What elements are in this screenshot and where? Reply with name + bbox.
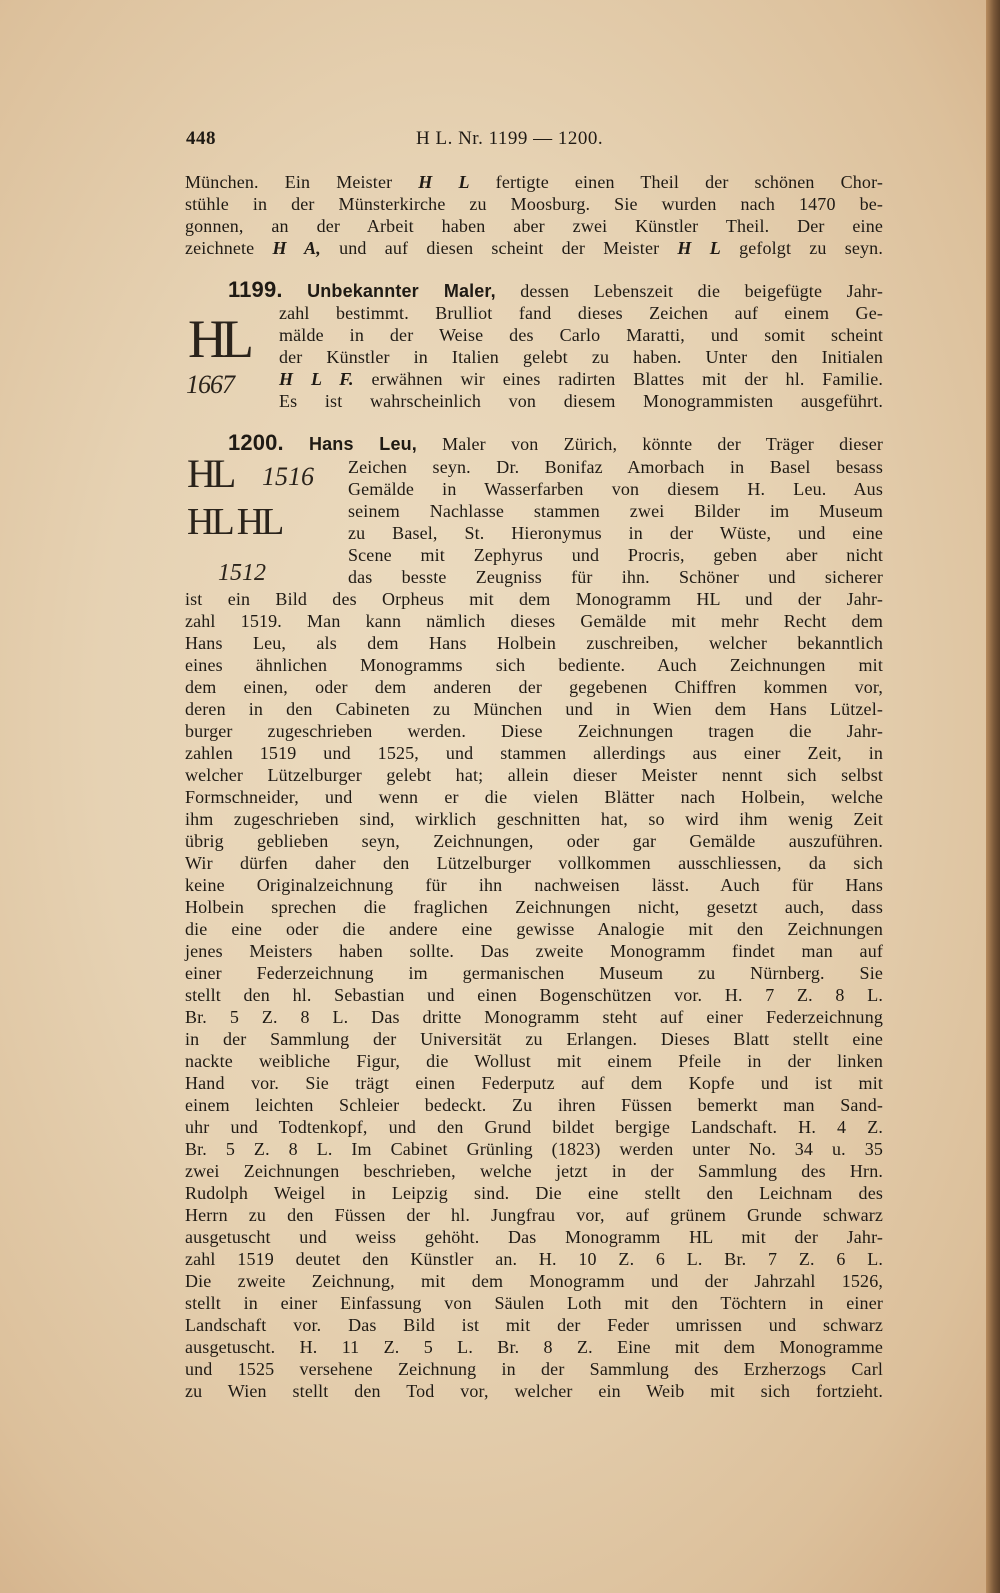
book-edge (986, 0, 1000, 1593)
text-line: Zeichen seyn. Dr. Bonifaz Amorbach in Basel besass (348, 457, 883, 477)
monogram-year-1512: 1512 (218, 560, 266, 586)
body-line: dem einen, oder dem anderen der gegebenen Chiffren kommen vor, (185, 677, 883, 697)
body-line: Hand vor. Sie trägt einen Federputz auf dem Kopfe und ist mit (185, 1073, 883, 1093)
monogram-year-1516: 1516 (262, 462, 314, 491)
body-line: Rudolph Weigel in Leipzig sind. Die eine stellt den Leichnam des (185, 1183, 883, 1203)
body-line: und 1525 versehene Zeichnung in der Sammlung des Erzherzogs Carl (185, 1359, 883, 1379)
text-line: mälde in der Weise des Carlo Maratti, und somit scheint (279, 325, 883, 345)
body-line: die eine oder die andere eine gewisse Analogie mit den Zeichnungen (185, 919, 883, 939)
body-line: keine Originalzeichnung für ihn nachweisen lässt. Auch für Hans (185, 875, 883, 895)
body-line: Br. 5 Z. 8 L. Im Cabinet Grünling (1823) werden unter No. 34 u. 35 (185, 1139, 883, 1159)
body-line: ausgetuscht und weiss gehöht. Das Monogramm HL mit der Jahr- (185, 1227, 883, 1247)
text-line: der Künstler in Italien gelebt zu haben. Unter den Initialen (279, 347, 883, 367)
body-line: übrig geblieben seyn, Zeichnungen, oder gar Gemälde auszuführen. (185, 831, 883, 851)
text-line: stühle in der Münsterkirche zu Moosburg. Sie wurden nach 1470 be- (185, 194, 883, 214)
running-head: H L. Nr. 1199 — 1200. (416, 128, 604, 149)
text-line: das besste Zeugniss für ihn. Schöner und sicherer (348, 567, 883, 587)
body-line: Formschneider, und wenn er die vielen Blätter nach Holbein, welche (185, 787, 883, 807)
running-header (186, 128, 884, 152)
monogram-hl-2: HL HL (187, 501, 282, 543)
body-line: einem leichten Schleier bedeckt. Zu ihren Füssen bemerkt man Sand- (185, 1095, 883, 1115)
body-line: Wir dürfen daher den Lützelburger vollkommen ausschliessen, da sich (185, 853, 883, 873)
text-line: zeichnete H A, und auf diesen scheint der Meister H L gefolgt zu seyn. (185, 238, 883, 258)
monogram-hl-1: HL (187, 451, 233, 496)
text-line: gonnen, an der Arbeit haben aber zwei Künstler Theil. Der eine (185, 216, 883, 236)
body-line: Landschaft vor. Das Bild ist mit der Feder umrissen und schwarz (185, 1315, 883, 1335)
body-line: einer Federzeichnung im germanischen Museum zu Nürnberg. Sie (185, 963, 883, 983)
body-line: in der Sammlung der Universität zu Erlangen. Dieses Blatt stellt eine (185, 1029, 883, 1049)
body-line: stellt in einer Einfassung von Säulen Loth mit den Töchtern in einer (185, 1293, 883, 1313)
text-line: Es ist wahrscheinlich von diesem Monogrammisten ausgeführt. (279, 391, 883, 411)
text-line: Scene mit Zephyrus und Procris, geben aber nicht (348, 545, 883, 565)
text-line: seinem Nachlasse stammen zwei Bilder im Museum (348, 501, 883, 521)
entry-1199-heading: 1199. Unbekannter Maler, dessen Lebenszeit die beigefügte Jahr- (228, 277, 883, 302)
body-line: ausgetuscht. H. 11 Z. 5 L. Br. 8 Z. Eine mit dem Monogramme (185, 1337, 883, 1357)
page-number: 448 (186, 128, 216, 149)
text-line: Gemälde in Wasserfarben von diesem H. Leu. Aus (348, 479, 883, 499)
monogram-hl-mark: HL (188, 309, 248, 369)
body-line: jenes Meisters haben sollte. Das zweite Monogramm findet man auf (185, 941, 883, 961)
body-line: nackte weibliche Figur, die Wollust mit einem Pfeile in der linken (185, 1051, 883, 1071)
body-line: Holbein sprechen die fraglichen Zeichnungen nicht, gesetzt auch, dass (185, 897, 883, 917)
entry-1200-heading: 1200. Hans Leu, Maler von Zürich, könnte der Träger dieser (228, 430, 883, 455)
body-line: burger zugeschrieben werden. Diese Zeichnungen tragen die Jahr- (185, 721, 883, 741)
body-line: ihm zugeschrieben sind, wirklich geschnitten hat, so wird ihm wenig Zeit (185, 809, 883, 829)
body-line: Herrn zu den Füssen der hl. Jungfrau vor, auf grünem Grunde schwarz (185, 1205, 883, 1225)
body-line: Hans Leu, als dem Hans Holbein zuschreiben, welcher bekanntlich (185, 633, 883, 653)
body-line: deren in den Cabineten zu München und in Wien dem Hans Lützel- (185, 699, 883, 719)
body-line: zahl 1519 deutet den Künstler an. H. 10 Z. 6 L. Br. 7 Z. 6 L. (185, 1249, 883, 1269)
body-line: uhr und Todtenkopf, und den Grund bildet bergige Landschaft. H. 4 Z. (185, 1117, 883, 1137)
text-line: München. Ein Meister H L fertigte einen Theil der schönen Chor- (185, 172, 884, 192)
text-line: zu Basel, St. Hieronymus in der Wüste, und eine (348, 523, 883, 543)
body-line: zahl 1519. Man kann nämlich dieses Gemälde mit mehr Recht dem (185, 611, 883, 631)
monogram-year-1667: 1667 (186, 370, 234, 399)
body-line: eines ähnlichen Monogramms sich bediente. Auch Zeichnungen mit (185, 655, 883, 675)
body-line: zu Wien stellt den Tod vor, welcher ein Weib mit sich fortzieht. (185, 1381, 883, 1401)
body-line: Die zweite Zeichnung, mit dem Monogramm und der Jahrzahl 1526, (185, 1271, 883, 1291)
text-line: zahl bestimmt. Brulliot fand dieses Zeichen auf einem Ge- (279, 303, 883, 323)
body-line: zahlen 1519 und 1525, und stammen allerdings aus einer Zeit, in (185, 743, 883, 763)
text-line: H L F. erwähnen wir eines radirten Blattes mit der hl. Familie. (279, 369, 884, 389)
body-line: welcher Lützelburger gelebt hat; allein dieser Meister nennt sich selbst (185, 765, 883, 785)
body-line: stellt den hl. Sebastian und einen Bogenschützen vor. H. 7 Z. 8 L. (185, 985, 883, 1005)
body-line: ist ein Bild des Orpheus mit dem Monogramm HL und der Jahr- (185, 589, 883, 609)
body-line: zwei Zeichnungen beschrieben, welche jetzt in der Sammlung des Hrn. (185, 1161, 883, 1181)
body-line: Br. 5 Z. 8 L. Das dritte Monogramm steht auf einer Federzeichnung (185, 1007, 883, 1027)
